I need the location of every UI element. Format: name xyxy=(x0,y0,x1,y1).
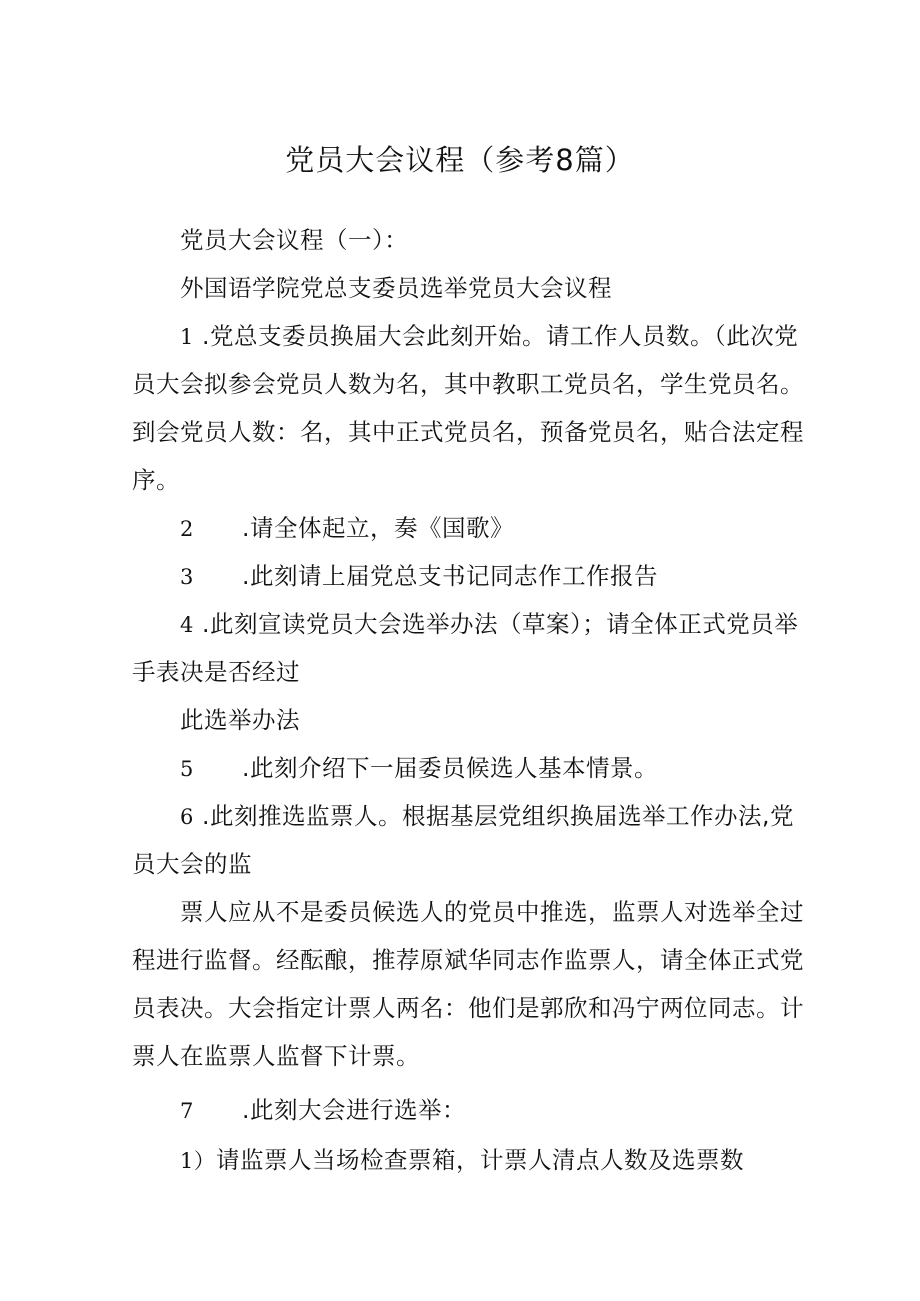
item-1-line-3: 到会党员人数：名，其中正式党员名，预备党员名，贴合法定程 xyxy=(132,418,804,446)
item-4-line-1 xyxy=(180,600,800,649)
subtitle: 外国语学院党总支委员选举党员大会议程 xyxy=(180,274,612,302)
item-text: .此刻推选监票人。根据基层党组织换届选举工作办法,党 xyxy=(202,802,794,830)
paragraph-scrutineer-line-3: 员表决。大会指定计票人两名：他们是郭欣和冯宁两位同志。计 xyxy=(132,994,804,1022)
item-text: .请全体起立，奏《国歌》 xyxy=(242,514,514,542)
document-title: 党员大会议程（参考8篇） xyxy=(285,143,635,177)
item-3 xyxy=(180,552,800,601)
item-1-line-1 xyxy=(180,312,800,361)
section-heading: 党员大会议程（一）： xyxy=(180,226,409,254)
item-1-line-4: 序。 xyxy=(132,466,180,494)
paragraph-scrutineer-line-1: 票人应从不是委员候选人的党员中推选，监票人对选举全过 xyxy=(180,898,804,926)
paragraph-election-method: 此选举办法 xyxy=(180,706,300,734)
item-number: 7 xyxy=(180,1099,194,1123)
item-5 xyxy=(180,744,800,793)
item-number: 5 xyxy=(180,757,194,781)
item-number: 3 xyxy=(180,565,194,589)
item-6-line-2: 员大会的监 xyxy=(132,850,252,878)
item-number: 6 xyxy=(180,805,194,829)
item-4-line-2: 手表决是否经过 xyxy=(132,658,300,686)
item-text: .此刻介绍下一届委员候选人基本情景。 xyxy=(242,754,658,782)
item-number: 1 xyxy=(180,325,194,349)
item-text: 请监票人当场检查票箱，计票人清点人数及选票数 xyxy=(216,1146,744,1174)
sub-item-1 xyxy=(180,1136,800,1185)
item-text: .此刻大会进行选举： xyxy=(242,1096,466,1124)
item-7 xyxy=(180,1086,800,1135)
item-number: 1） xyxy=(180,1149,216,1173)
item-1-line-2: 员大会拟参会党员人数为名，其中教职工党员名，学生党员名。 xyxy=(132,370,804,398)
paragraph-scrutineer-line-2: 程进行监督。经酝酿，推荐原斌华同志作监票人，请全体正式党 xyxy=(132,946,804,974)
item-2 xyxy=(180,504,800,553)
item-text: .此刻宣读党员大会选举办法（草案）；请全体正式党员举 xyxy=(202,610,799,638)
item-number: 2 xyxy=(180,517,194,541)
item-text: .党总支委员换届大会此刻开始。请工作人员数。（此次党 xyxy=(202,322,799,350)
item-6-line-1 xyxy=(180,792,800,841)
item-text: .此刻请上届党总支书记同志作工作报告 xyxy=(242,562,658,590)
item-number: 4 xyxy=(180,613,194,637)
paragraph-scrutineer-line-4: 票人在监票人监督下计票。 xyxy=(132,1042,420,1070)
